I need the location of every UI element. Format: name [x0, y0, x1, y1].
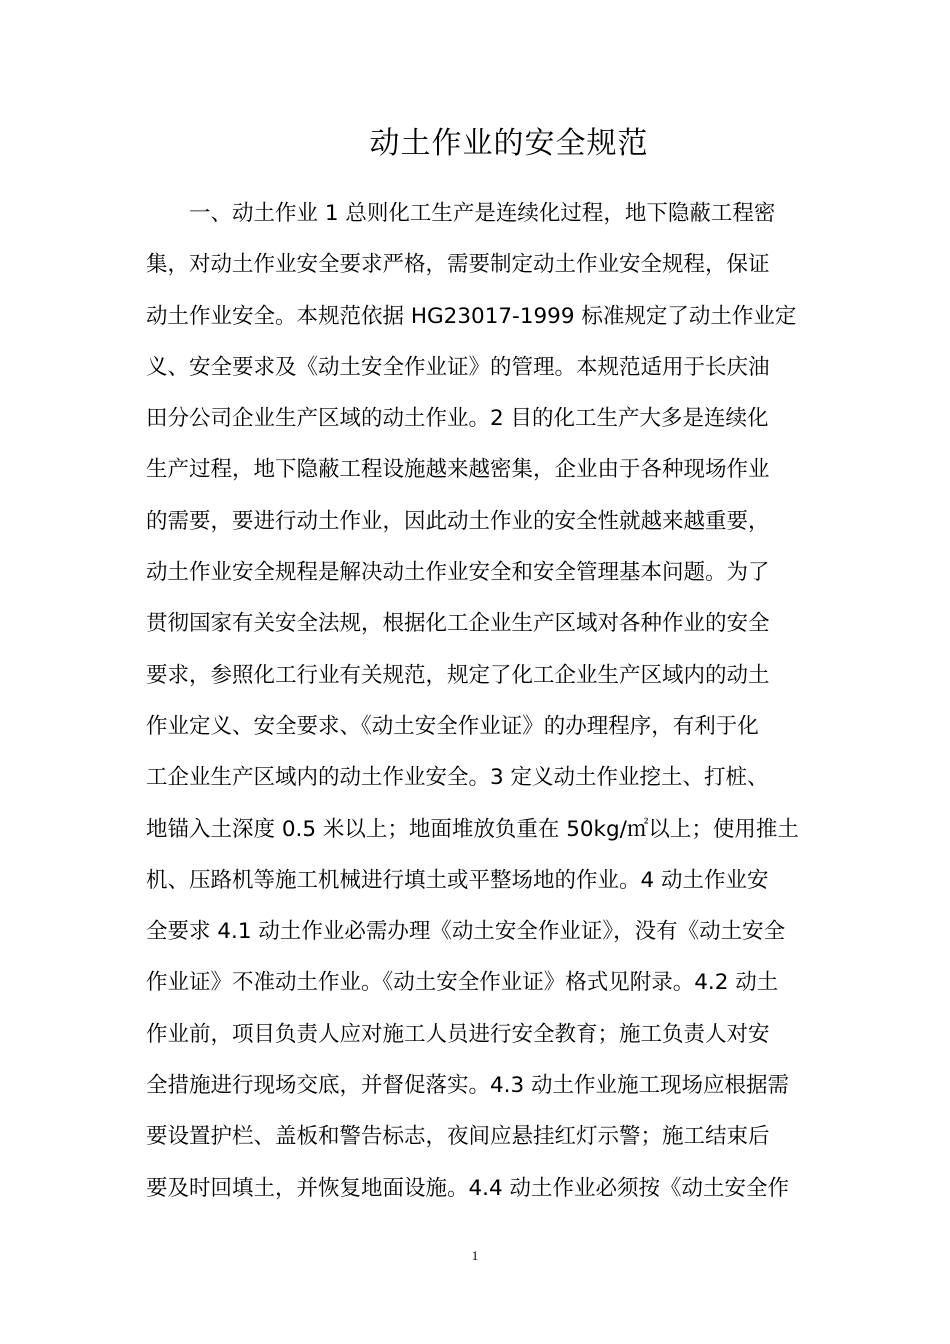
body-line: 生产过程，地下隐蔽工程设施越来越密集，企业由于各种现场作业: [146, 457, 770, 483]
body-line: 全措施进行现场交底，并督促落实。4.3 动土作业施工现场应根据需: [146, 1073, 790, 1099]
body-line: 的需要，要进行动土作业，因此动土作业的安全性就越来越重要，: [146, 508, 770, 534]
body-line: 机、压路机等施工机械进行填土或平整场地的作业。4 动土作业安: [146, 867, 769, 893]
body-line: 义、安全要求及《动土安全作业证》的管理。本规范适用于长庆油: [146, 354, 770, 380]
body-line: 要求，参照化工行业有关规范，规定了化工企业生产区域内的动土: [146, 662, 770, 688]
body-line: 集，对动土作业安全要求严格，需要制定动土作业安全规程，保证: [146, 252, 770, 278]
body-line: 动土作业安全。本规范依据 HG23017-1999 标准规定了动土作业定: [146, 303, 797, 329]
body-line: 工企业生产区域内的动土作业安全。3 定义动土作业挖土、打桩、: [146, 765, 769, 791]
body-line: 地锚入土深度 0.5 米以上；地面堆放负重在 50kg/㎡以上；使用推土: [146, 816, 799, 842]
body-line: 田分公司企业生产区域的动土作业。2 目的化工生产大多是连续化: [146, 406, 769, 432]
document-body: [146, 188, 811, 1214]
body-line: 动土作业安全规程是解决动土作业安全和安全管理基本问题。为了: [146, 560, 770, 586]
body-line: 一、动土作业 1 总则化工生产是连续化过程，地下隐蔽工程密: [189, 201, 776, 226]
body-line: 作业前，项目负责人应对施工人员进行安全教育；施工负责人对安: [146, 1021, 770, 1047]
body-line: 作业证》不准动土作业。《动土安全作业证》格式见附录。4.2 动土: [146, 970, 779, 996]
document-title: 动土作业的安全规范: [369, 126, 649, 161]
page-number: 1: [471, 1248, 479, 1263]
body-line: 贯彻国家有关安全法规，根据化工企业生产区域对各种作业的安全: [146, 611, 770, 637]
body-line: 全要求 4.1 动土作业必需办理《动土安全作业证》，没有《动土安全: [146, 919, 786, 945]
body-line: 作业定义、安全要求、《动土安全作业证》的办理程序，有利于化: [146, 713, 759, 739]
body-line: 要及时回填土，并恢复地面设施。4.4 动土作业必须按《动土安全作: [146, 1175, 790, 1201]
body-line: 要设置护栏、盖板和警告标志，夜间应悬挂红灯示警；施工结束后: [146, 1124, 770, 1150]
